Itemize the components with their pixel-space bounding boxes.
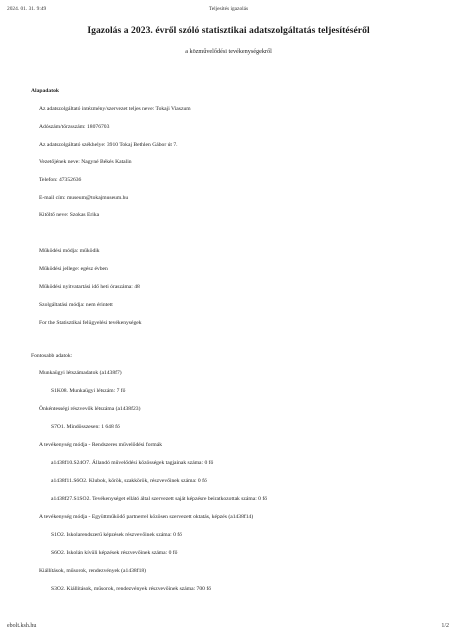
info-line: Adószám/törzsszám: 18076703 <box>39 124 110 130</box>
data-row: a1438f27.S1SO2. Tevékenységet ellátó által szervezett saját képzésre beiratkozottak száma: 0 fő <box>51 496 268 502</box>
footer-url: ebolt.ksh.hu <box>7 623 37 629</box>
info-line: Kitöltő neve: Szokas Erika <box>39 212 100 218</box>
document-subtitle: a közművelődési tevékenységekről <box>185 48 272 55</box>
info-line: Vezetőjének neve: Nagyné Békés Katalin <box>39 159 132 165</box>
info-line: Telefon: 47352636 <box>39 177 82 183</box>
data-group-heading: A tevékenység módja - Rendszeres művelődési formák <box>39 442 163 448</box>
info-line: For the Statisztikai felügyelési tevékenységek <box>39 320 142 326</box>
info-line: Működési nyitvatartási idő heti óraszáma: 48 <box>39 284 140 290</box>
data-group-heading: Munkaügyi létszámadatok (a1438f7) <box>39 370 122 376</box>
data-row: S7O1. Mindösszesen: 1 648 fő <box>51 424 120 430</box>
info-line: Működési jellege: egész évben <box>39 266 108 272</box>
info-line: Az adatszolgáltató székhelye: 3910 Tokaj Bethlen Gábor út 7. <box>39 142 178 148</box>
info-line: E-mail cím: museum@tokajmuseum.hu <box>39 195 129 201</box>
data-group-heading: A tevékenység módja - Együttműködő partnerrel közösen szervezett oktatás, képzés (a1438f14) <box>39 514 254 520</box>
data-row: S1K08. Munkaügyi létszám: 7 fő <box>51 388 126 394</box>
data-group-heading: Kiállítások, műsorok, rendezvények (a1438f18) <box>39 568 147 574</box>
section-heading-alapadatok: Alapadatok <box>31 88 59 94</box>
info-line: Szolgáltatási módja: nem érintett <box>39 302 113 308</box>
section-heading-fontosabb: Fontosabb adatok: <box>31 353 73 359</box>
data-group-heading: Önkéntességi részvevők létszáma (a1438f23) <box>39 406 141 412</box>
print-header-title: Teljesítés igazolás <box>208 6 249 12</box>
document-title: Igazolás a 2023. évről szóló statisztikai adatszolgáltatás teljesítéséről <box>87 25 370 36</box>
page-number: 1/2 <box>441 623 449 629</box>
data-row: a1438f11.S6O2. Klubok, körök, szakkörök, részvevőinek száma: 0 fő <box>51 478 207 484</box>
print-timestamp: 2024. 01. 31. 9:49 <box>7 6 47 12</box>
info-line: Az adatszolgáltató intézmény/szervezet teljes neve: Tokaji Viaszum <box>39 106 191 112</box>
data-row: S6O2. Iskolán kívüli képzések részvevőinek száma: 0 fő <box>51 550 178 556</box>
info-line: Működési módja: működik <box>39 248 100 254</box>
data-row: S1O2. Iskolarendszerű képzések részvevőinek száma: 0 fő <box>51 532 182 538</box>
data-row: S3O2. Kiállítások, műsorok, rendezvények részvevőinek száma: 700 fő <box>51 586 212 592</box>
data-row: a1438f10.S24O7. Állandó művelődési közösségek tagjainak száma: 0 fő <box>51 460 214 466</box>
